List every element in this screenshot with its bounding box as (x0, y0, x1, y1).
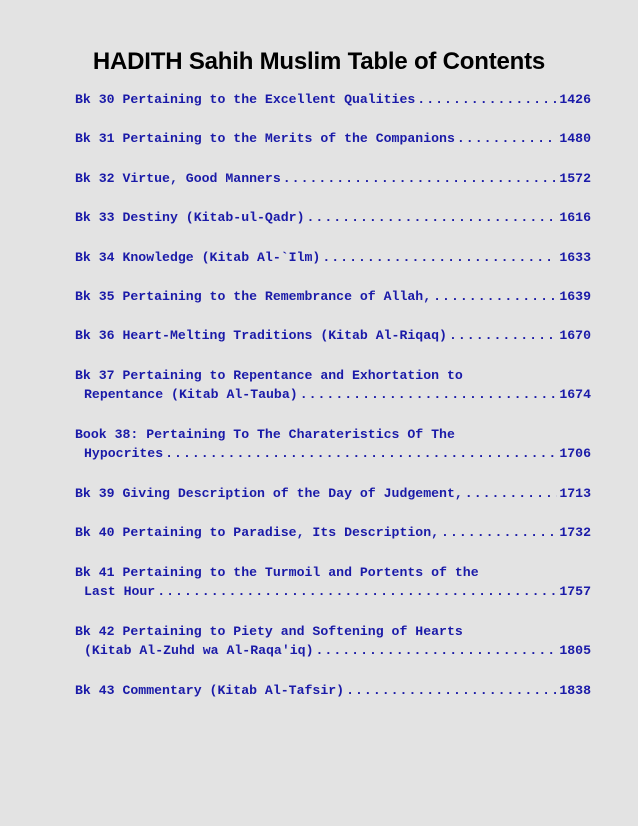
toc-page-number[interactable]: 1674 (559, 387, 591, 403)
dot-leader (283, 169, 558, 189)
toc-entry[interactable] (75, 326, 591, 346)
dot-leader (316, 641, 558, 661)
toc-entry-title-continued: Repentance (Kitab Al-Tauba) (84, 387, 298, 403)
toc-page-number[interactable]: 1616 (559, 210, 591, 226)
toc-entry[interactable] (75, 523, 591, 543)
dot-leader (433, 287, 557, 307)
toc-entry[interactable] (75, 169, 591, 189)
page-title: HADITH Sahih Muslim Table of Contents (92, 48, 546, 75)
toc-page-number[interactable]: 1838 (559, 682, 591, 698)
toc-entry[interactable] (75, 622, 591, 661)
toc-entry-title: Bk 41 Pertaining to the Turmoil and Portents of the (75, 564, 479, 580)
table-of-contents (75, 90, 591, 720)
toc-entry-title: Bk 34 Knowledge (Kitab Al-`Ilm) (75, 249, 321, 265)
toc-page-number[interactable]: 1713 (559, 485, 591, 501)
toc-entry-title: Bk 30 Pertaining to the Excellent Qualities (75, 92, 416, 107)
toc-entry-title: Bk 31 Pertaining to the Merits of the Companions (75, 131, 455, 147)
toc-entry[interactable] (75, 484, 591, 504)
toc-entry[interactable] (75, 208, 591, 228)
dot-leader (322, 248, 557, 268)
toc-page-number[interactable]: 1670 (559, 328, 591, 344)
toc-entry[interactable] (75, 425, 591, 464)
toc-entry-title: Bk 32 Virtue, Good Manners (75, 170, 281, 186)
toc-entry[interactable] (75, 90, 591, 110)
toc-entry-title-continued: (Kitab Al-Zuhd wa Al-Raqa'iq) (84, 643, 314, 659)
dot-leader (417, 90, 557, 110)
toc-entry-title-continued: Hypocrites (84, 446, 164, 462)
toc-entry-title: Bk 33 Destiny (Kitab-ul-Qadr) (75, 210, 305, 226)
toc-page-number[interactable]: 1639 (559, 288, 591, 304)
toc-entry-title: Bk 35 Pertaining to the Remembrance of Allah, (75, 288, 432, 304)
dot-leader (441, 523, 557, 543)
dot-leader (165, 444, 557, 464)
toc-entry[interactable] (75, 129, 591, 149)
toc-entry[interactable] (75, 366, 591, 405)
toc-entry-title: Bk 39 Giving Description of the Day of Judgement, (75, 485, 463, 501)
toc-entry-title: Bk 36 Heart-Melting Traditions (Kitab Al-Riqaq) (75, 328, 447, 344)
dot-leader (457, 129, 557, 149)
dot-leader (449, 326, 557, 346)
toc-entry[interactable] (75, 287, 591, 307)
toc-entry[interactable] (75, 681, 591, 701)
toc-page-number[interactable]: 1706 (559, 446, 591, 462)
toc-entry[interactable] (75, 248, 591, 268)
dot-leader (465, 484, 558, 504)
toc-entry-title: Book 38: Pertaining To The Charateristics Of The (75, 426, 455, 442)
dot-leader (300, 385, 558, 405)
toc-entry-title: Bk 42 Pertaining to Piety and Softening of Hearts (75, 623, 463, 639)
toc-entry-title: Bk 43 Commentary (Kitab Al-Tafsir) (75, 682, 345, 698)
toc-entry-title-continued: Last Hour (84, 584, 156, 600)
toc-page-number[interactable]: 1572 (559, 170, 591, 186)
toc-page-number[interactable]: 1805 (559, 643, 591, 659)
dot-leader (307, 208, 558, 228)
toc-entry-title: Bk 40 Pertaining to Paradise, Its Description, (75, 525, 440, 541)
toc-entry-title: Bk 37 Pertaining to Repentance and Exhortation to (75, 367, 463, 383)
toc-page-number[interactable]: 1480 (559, 131, 591, 147)
toc-page-number[interactable]: 1757 (559, 584, 591, 600)
toc-entry[interactable] (75, 563, 591, 602)
toc-page-number[interactable]: 1633 (559, 249, 591, 265)
dot-leader (157, 582, 557, 602)
toc-page-number[interactable]: 1732 (559, 525, 591, 541)
dot-leader (346, 681, 557, 701)
toc-page-number[interactable]: 1426 (559, 92, 591, 107)
